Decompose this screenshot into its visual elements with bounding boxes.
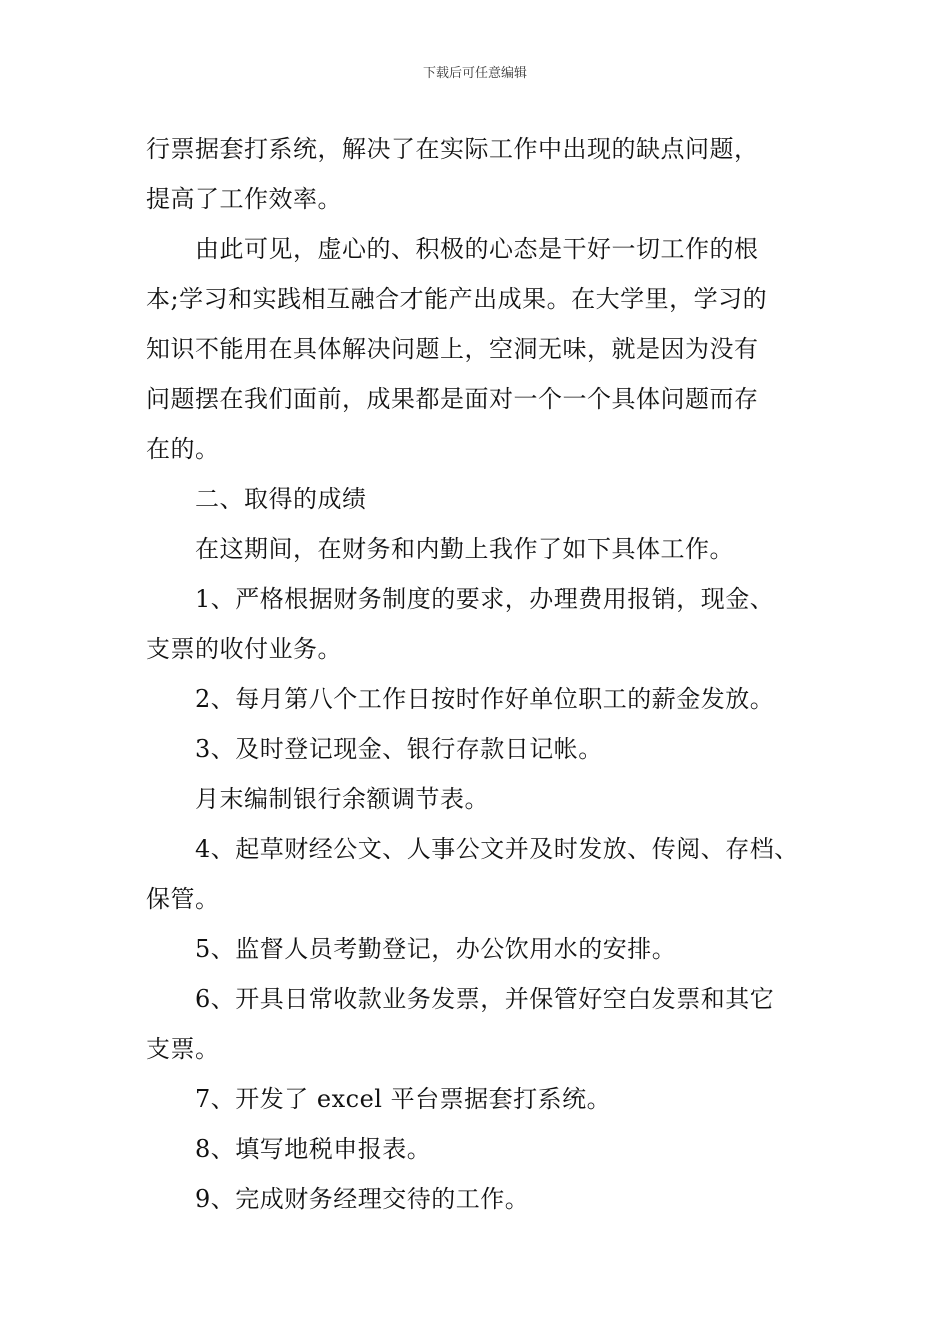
page-header: 下载后可任意编辑 [422, 66, 527, 81]
text-line: 9、完成财务经理交待的工作。 [195, 1185, 530, 1213]
text-line: 支票。 [146, 1035, 220, 1063]
text-line: 2、每月第八个工作日按时作好单位职工的薪金发放。 [195, 685, 775, 713]
document-body [146, 124, 810, 1224]
text-line: 支票的收付业务。 [146, 635, 342, 663]
text-line: 5、监督人员考勤登记，办公饮用水的安排。 [195, 935, 677, 963]
text-line: 在的。 [146, 435, 220, 463]
text-line: 月末编制银行余额调节表。 [195, 785, 489, 813]
text-line: 7、开发了 excel 平台票据套打系统。 [195, 1085, 612, 1113]
text-line: 4、起草财经公文、人事公文并及时发放、传阅、存档、 [195, 835, 799, 863]
text-line: 保管。 [146, 885, 220, 913]
text-line: 6、开具日常收款业务发票，并保管好空白发票和其它 [195, 985, 775, 1013]
text-line: 行票据套打系统，解决了在实际工作中出现的缺点问题， [146, 135, 759, 163]
text-line: 1、严格根据财务制度的要求，办理费用报销，现金、 [195, 585, 775, 613]
text-line: 3、及时登记现金、银行存款日记帐。 [195, 735, 603, 763]
text-line: 本;学习和实践相互融合才能产出成果。在大学里，学习的 [146, 285, 768, 313]
text-line: 由此可见，虚心的、积极的心态是干好一切工作的根 [195, 235, 759, 263]
text-line: 知识不能用在具体解决问题上，空洞无味，就是因为没有 [146, 335, 759, 363]
text-line: 提高了工作效率。 [146, 185, 342, 213]
text-line: 二、取得的成绩 [195, 485, 367, 513]
text-line: 8、填写地税申报表。 [195, 1135, 432, 1163]
text-line: 问题摆在我们面前，成果都是面对一个一个具体问题而存 [146, 385, 759, 413]
text-line: 在这期间，在财务和内勤上我作了如下具体工作。 [195, 535, 734, 563]
